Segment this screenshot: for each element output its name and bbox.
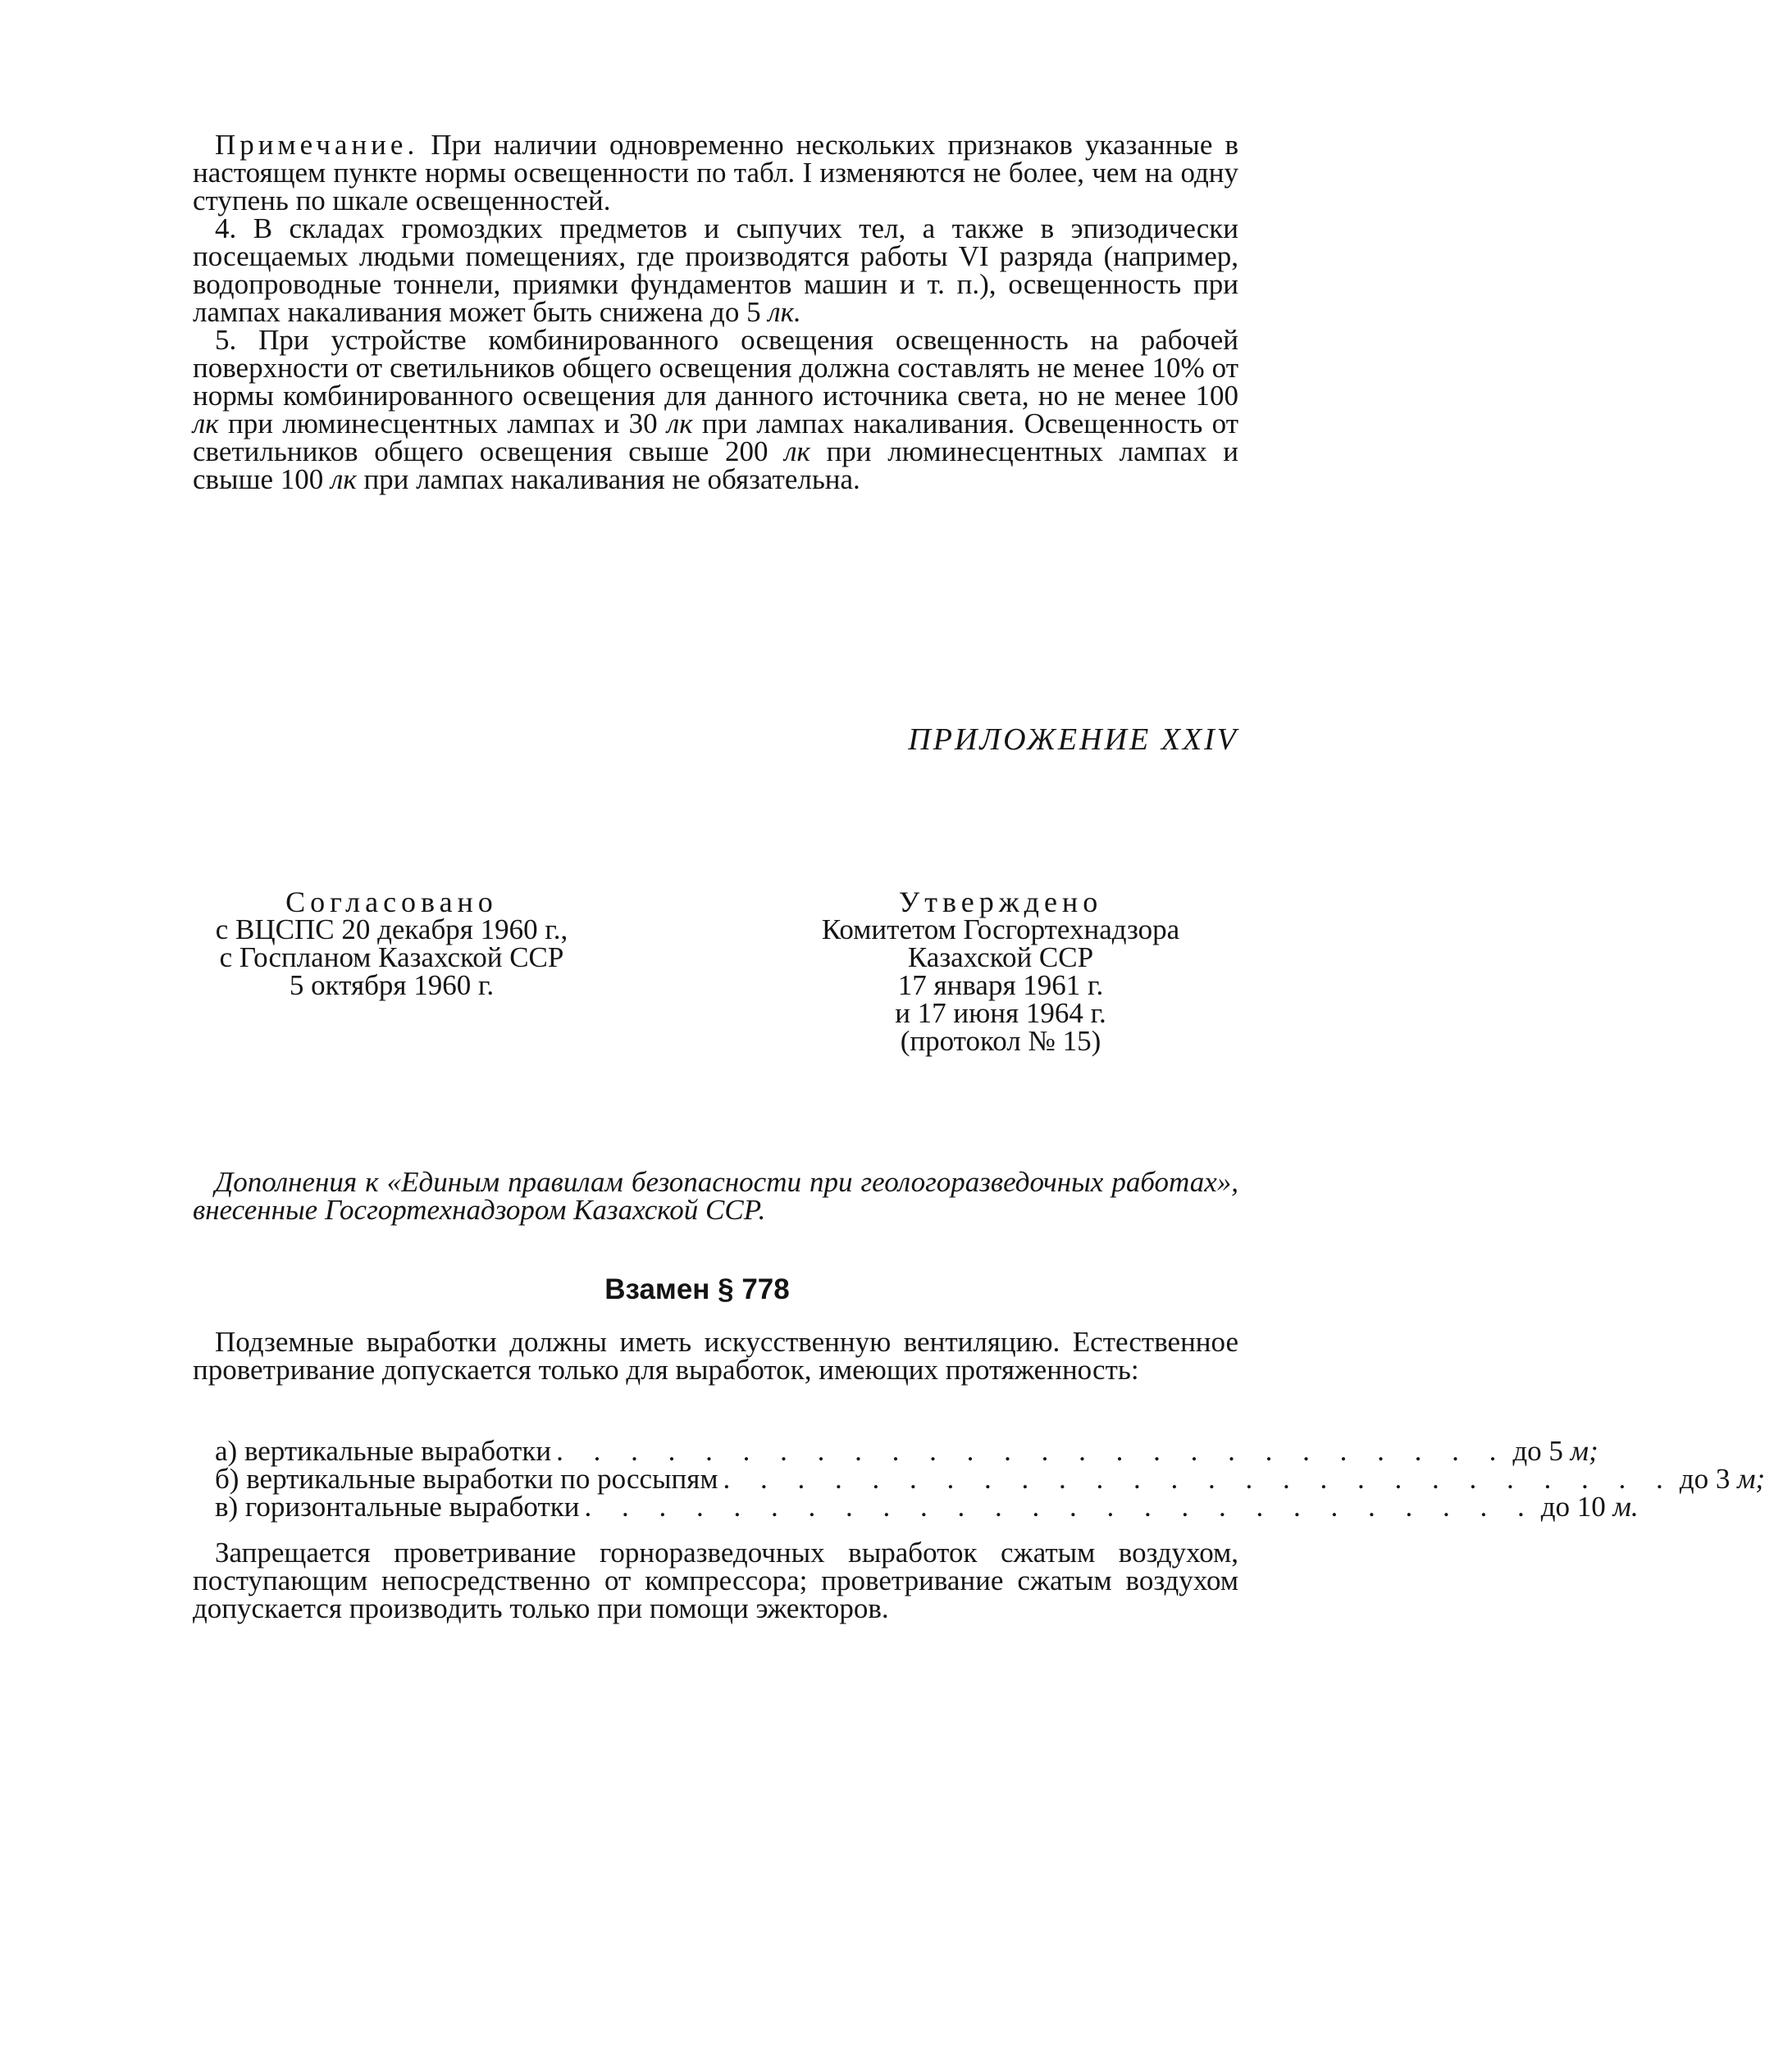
approved-line: и 17 июня 1964 г. [895, 997, 1106, 1029]
list-item-value-group [1541, 1493, 1639, 1521]
approved-line: 17 января 1961 г. [897, 969, 1104, 1001]
agreed-line: с ВЦСПС 20 декабря 1960 г., [215, 913, 568, 945]
approved-heading: Утверждено [898, 886, 1103, 918]
top-text-block [193, 131, 1238, 494]
list-item-unit: м. [1612, 1491, 1639, 1523]
list-item-value: до 10 [1540, 1491, 1606, 1523]
leader-dots: . . . . . . . . . . . . . . . . . . . . . . . . . . [556, 1435, 1508, 1467]
list-item-label: а) вертикальные выработки [215, 1435, 552, 1467]
ventilation-intro-block [193, 1328, 1238, 1384]
ventilation-closing: Запрещается проветривание горноразведочных выработок сжатым воздухом, поступающим непосредственно от компрессора; проветривание сжатым воздухом допускается производить только при помощи эжекторов. [193, 1537, 1238, 1624]
item-5-unit-1: лк [193, 408, 219, 439]
appendix-title: ПРИЛОЖЕНИЕ XXIV [908, 722, 1238, 757]
list-item [193, 1491, 1639, 1523]
section-heading: Взамен § 778 [604, 1273, 790, 1305]
item-5-text-3: при лампах накаливания. Освещенность от светильников общего освещения свыше 200 [193, 408, 1239, 467]
note-label: Примечание. [215, 129, 419, 161]
agreed-heading: Согласовано [285, 886, 498, 918]
agreed-line: 5 октября 1960 г. [289, 969, 495, 1001]
list-item [193, 1463, 1765, 1495]
item-5-paragraph [193, 326, 1238, 494]
list-item-unit: м; [1570, 1435, 1599, 1467]
agreed-block [176, 888, 607, 1000]
list-item-value-group [1680, 1465, 1765, 1493]
approved-line: (протокол № 15) [900, 1025, 1101, 1057]
item-5-text-4: при люминесцентных лампах и свыше 100 [193, 435, 1239, 495]
list-item-label: б) вертикальные выработки по россыпям [215, 1463, 718, 1495]
item-4-paragraph [193, 212, 1238, 328]
item-5-text-1: 5. При устройстве комбинированного освещения освещенность на рабочей поверхности от светильников общего освещения должна составлять не менее 10% от нормы комбинированного освещения для данного источника света, но не менее 100 [193, 324, 1238, 412]
item-4-unit: лк. [768, 296, 801, 328]
additions-title: Дополнения к «Единым правилам безопасности при геологоразведочных работах», внесенные Госгортехнадзором Казахской ССР. [193, 1166, 1238, 1226]
item-5-unit-2: лк [667, 408, 693, 439]
list-item-value-group [1512, 1437, 1598, 1465]
list-item [193, 1435, 1599, 1467]
leader-dots: . . . . . . . . . . . . . . . . . . . . . . . . . . [584, 1491, 1536, 1523]
note-text: При наличии одновременно нескольких признаков указанные в настоящем пункте нормы освещенности по табл. I изменяются не более, чем на одну ступень по шкале освещенностей. [193, 129, 1239, 216]
item-5-unit-4: лк [331, 463, 357, 495]
ventilation-list [193, 1435, 1765, 1523]
item-4-text: 4. В складах громоздких предметов и сыпучих тел, а также в эпизодически посещаемых людьми помещениях, где производятся работы VI разряда (например, водопроводные тоннели, приямки фундаментов машин и т. п.), освещенность при лампах накаливания может быть снижена до 5 [193, 212, 1238, 328]
list-item-unit: м; [1737, 1463, 1765, 1495]
approved-line: Казахской ССР [907, 941, 1094, 973]
approved-block [759, 888, 1243, 1055]
list-item-value: до 3 [1679, 1463, 1731, 1495]
ventilation-intro: Подземные выработки должны иметь искусственную вентиляцию. Естественное проветривание допускается только для выработок, имеющих протяженность: [193, 1326, 1238, 1386]
agreed-line: с Госпланом Казахской ССР [219, 941, 564, 973]
leader-dots: . . . . . . . . . . . . . . . . . . . . . . . . . . [723, 1463, 1675, 1495]
item-5-unit-3: лк [784, 435, 810, 467]
ventilation-closing-block [193, 1539, 1238, 1623]
item-5-text-2: при люминесцентных лампах и 30 [227, 408, 658, 439]
list-item-value: до 5 [1512, 1435, 1563, 1467]
list-item-label: в) горизонтальные выработки [215, 1491, 580, 1523]
item-5-text-5: при лампах накаливания не обязательна. [363, 463, 860, 495]
note-paragraph [193, 131, 1238, 215]
approved-line: Комитетом Госгортехнадзора [821, 913, 1180, 945]
